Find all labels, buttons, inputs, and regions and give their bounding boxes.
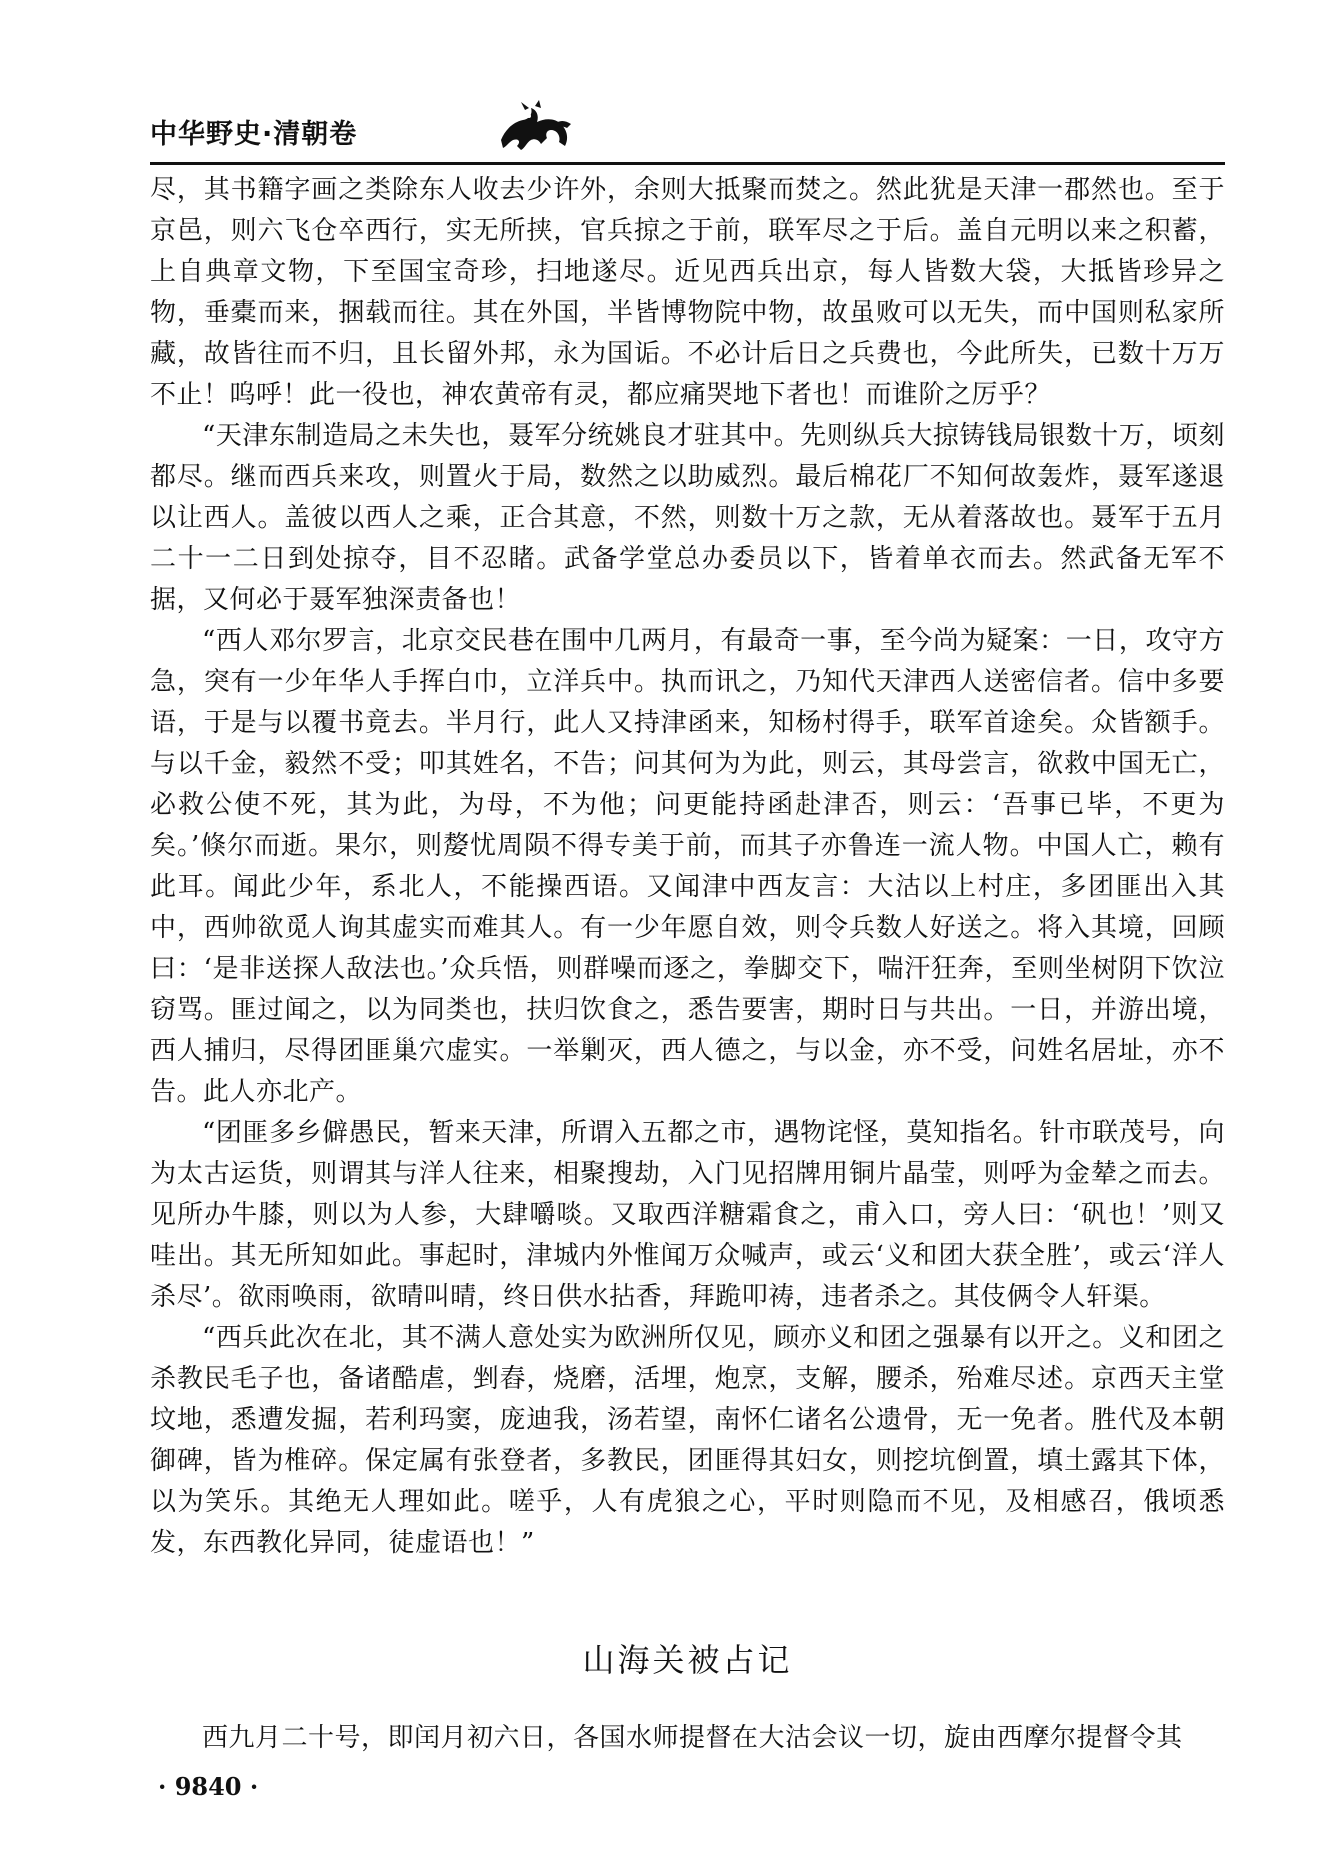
page-header: [150, 100, 1225, 156]
body-text: [150, 170, 1225, 1564]
paragraph: “团匪多乡僻愚民，暂来天津，所谓入五都之市，遇物诧怪，莫知指名。针市联茂号，向为太古运货，则谓其与洋人往来，相聚搜劫，入门见招牌用铜片晶莹，则呼为金辇之而去。见所办牛膝，则以为人参，大肆嚼啖。又取西洋糖霜食之，甫入口，旁人曰：‘矾也！’则又哇出。其无所知如此。事起时，津城内外惟闻万众喊声，或云‘义和团大获全胜’，或云‘洋人杀尽’。欲雨唤雨，欲晴叫晴，终日供水拈香，拜跪叩祷，违者杀之。其伎俩令人轩渠。: [150, 1118, 1225, 1312]
page-number: · 9840 ·: [158, 1772, 259, 1801]
paragraph: “天津东制造局之未失也，聂军分统姚良才驻其中。先则纵兵大掠铸钱局银数十万，顷刻都尽。继而西兵来攻，则置火于局，数然之以助威烈。最后棉花厂不知何故轰炸，聂军遂退以让西人。盖彼以西人之乘，正合其意，不然，则数十万之款，无从着落故也。聂军于五月二十一二日到处掠夺，目不忍睹。武备学堂总办委员以下，皆着单衣而去。然武备无军不据，又何必于聂军独深责备也！: [150, 421, 1225, 615]
running-title: 中华野史·清朝卷: [150, 119, 358, 150]
section-title: 山海关被占记: [582, 1641, 793, 1679]
dragon-emblem-icon: [495, 100, 575, 156]
paragraph: “西兵此次在北，其不满人意处实为欧洲所仅见，顾亦义和团之强暴有以开之。义和团之杀教民毛子也，备诸酷虐，剉舂，烧磨，活埋，炮烹，支解，腰杀，殆难尽述。京西天主堂坟地，悉遭发掘，若利玛窦，庞迪我，汤若望，南怀仁诸名公遗骨，无一免者。胜代及本朝御碑，皆为椎碎。保定属有张登者，多教民，团匪得其妇女，则挖坑倒置，填土露其下体，以为笑乐。其绝无人理如此。嗟乎，人有虎狼之心，平时则隐而不见，及相感召，俄顷悉发，东西教化异同，徒虚语也！”: [150, 1323, 1225, 1558]
paragraph: 尽，其书籍字画之类除东人收去少许外，余则大抵聚而焚之。然此犹是天津一郡然也。至于京邑，则六飞仓卒西行，实无所挟，官兵掠之于前，联军尽之于后。盖自元明以来之积蓄，上自典章文物，下至国宝奇珍，扫地遂尽。近见西兵出京，每人皆数大袋，大抵皆珍异之物，垂橐而来，捆载而往。其在外国，半皆博物院中物，故虽败可以无失，而中国则私家所藏，故皆往而不归，且长留外邦，永为国诟。不必计后日之兵费也，今此所失，已数十万万不止！呜呼！此一役也，神农黄帝有灵，都应痛哭地下者也！而谁阶之厉乎？: [150, 175, 1225, 410]
header-rule: [150, 162, 1225, 165]
section-first-line: 西九月二十号，即闰月初六日，各国水师提督在大沽会议一切，旋由西摩尔提督令其: [202, 1723, 1183, 1753]
paragraph: “西人邓尔罗言，北京交民巷在围中几两月，有最奇一事，至今尚为疑案：一日，攻守方急，突有一少年华人手挥白巾，立洋兵中。执而讯之，乃知代天津西人送密信者。信中多要语，于是与以覆书竟去。半月行，此人又持津函来，知杨村得手，联军首途矣。众皆额手。与以千金，毅然不受；叩其姓名，不告；问其何为为此，则云，其母尝言，欲救中国无亡，必救公使不死，其为此，为母，不为他；问更能持函赴津否，则云：‘吾事已毕，不更为矣。’倏尔而逝。果尔，则嫠忧周陨不得专美于前，而其子亦鲁连一流人物。中国人亡，赖有此耳。闻此少年，系北人，不能操西语。又闻津中西友言：大沽以上村庄，多团匪出入其中，西帅欲觅人询其虚实而难其人。有一少年愿自效，则令兵数人好送之。将入其境，回顾曰：‘是非送探人敌法也。’众兵悟，则群噪而逐之，拳脚交下，喘汗狂奔，至则坐树阴下饮泣窃骂。匪过闻之，以为同类也，扶归饮食之，悉告要害，期时日与共出。一日，并游出境，西人捕归，尽得团匪巢穴虚实。一举剿灭，西人德之，与以金，亦不受，问姓名居址，亦不告。此人亦北产。: [150, 626, 1225, 1107]
